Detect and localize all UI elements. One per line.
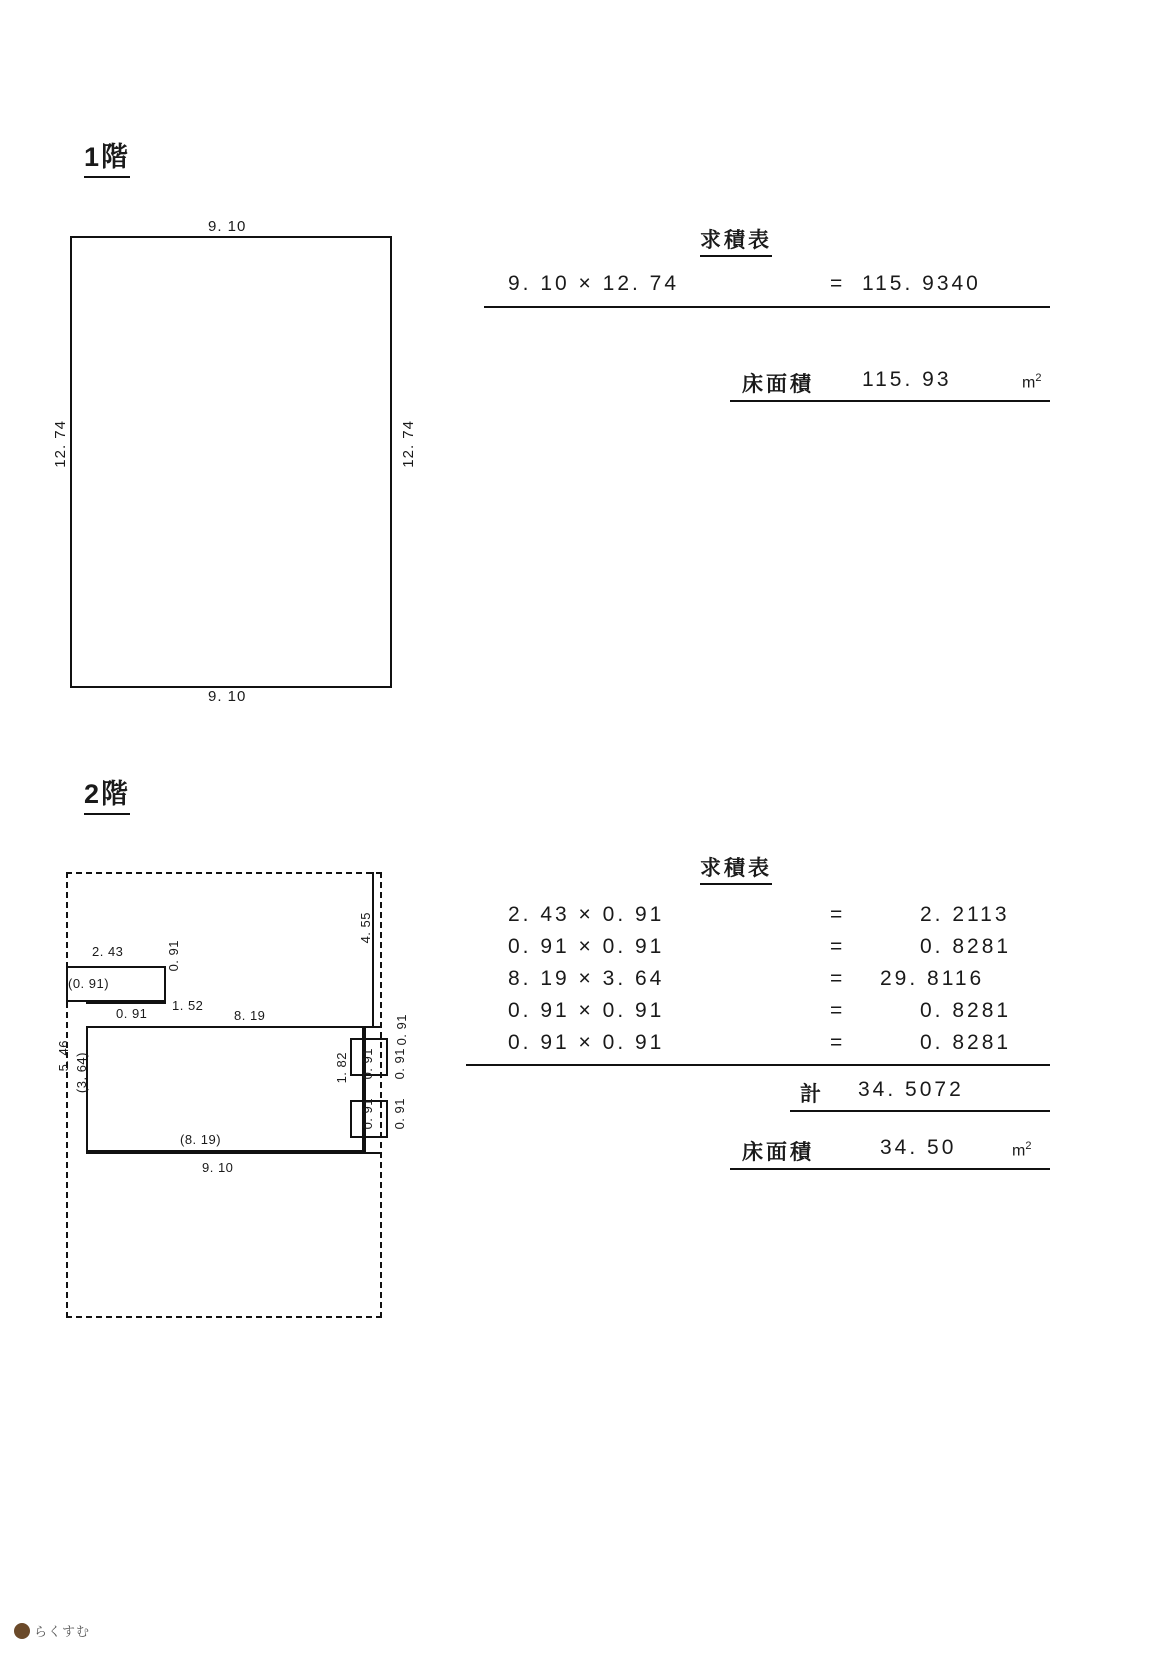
floor-2-label-9-10: 9. 10 xyxy=(202,1160,234,1175)
floor-2-area-unit: $m^2$ xyxy=(1012,1140,1032,1160)
floor-1-calc-eq: = xyxy=(830,272,846,295)
floor-2-label-5-46: 5. 46 xyxy=(56,1040,71,1072)
floor-2-calc-eq-2: = xyxy=(830,935,846,958)
floor-2-label-0-91-c: 0. 91 xyxy=(394,1014,409,1046)
floor-2-calc-expr-1: 2. 43 × 0. 91 xyxy=(508,903,665,926)
floor-2-label-1-82: 1. 82 xyxy=(334,1052,349,1084)
floor-1-title: 1階 xyxy=(84,135,130,178)
floor-1-dim-bottom: 9. 10 xyxy=(208,688,247,705)
logo-text: らくすむ xyxy=(34,1624,91,1639)
floor-1-table-title: 求積表 xyxy=(700,224,772,257)
floor-1-calc-expr: 9. 10 × 12. 74 xyxy=(508,272,680,295)
floor-2-label-0-91-d: 0. 91 xyxy=(360,1048,375,1080)
footer-logo xyxy=(14,1621,90,1640)
floor-1-outline xyxy=(70,236,392,688)
floor-2-calc-value-2: 0. 8281 xyxy=(920,935,1012,958)
floor-2-label-0-91-a: 0. 91 xyxy=(166,940,181,972)
floor-2-calc-value-1: 2. 2113 xyxy=(920,903,1010,926)
floor-1-dim-right: 12. 74 xyxy=(400,420,417,468)
floor-2-label-0-91-g: 0. 91 xyxy=(392,1098,407,1130)
floor-2-calc-eq-5: = xyxy=(830,1031,846,1054)
floor-2-table-title: 求積表 xyxy=(700,852,772,885)
floor-2-right-wing-line xyxy=(372,872,374,1028)
floor-2-label-3-64: (3. 64) xyxy=(74,1052,89,1094)
floor-2-calc-eq-1: = xyxy=(830,903,846,926)
floor-2-label-0-91-f: 0. 91 xyxy=(360,1098,375,1130)
floor-2-calc-expr-4: 0. 91 × 0. 91 xyxy=(508,999,665,1022)
floor-1-calc-value: 115. 9340 xyxy=(862,272,981,295)
floor-2-calc-value-5: 0. 8281 xyxy=(920,1031,1012,1054)
floor-2-main-bottom-line xyxy=(86,1152,382,1154)
floor-2-calc-eq-3: = xyxy=(830,967,846,990)
floor-2-area-value: 34. 50 xyxy=(880,1136,957,1159)
floor-2-calc-expr-3: 8. 19 × 3. 64 xyxy=(508,967,665,990)
floor-1-area-rule xyxy=(730,400,1050,402)
floor-2-calc-eq-4: = xyxy=(830,999,846,1022)
floor-1-area-unit: $m^2$ xyxy=(1022,372,1042,392)
logo-mark-icon xyxy=(14,1623,30,1639)
floor-2-total-rule xyxy=(790,1110,1050,1112)
floor-2-total-label: 計 xyxy=(800,1083,824,1106)
floor-2-table-rule xyxy=(466,1064,1050,1066)
floor-2-calc-expr-2: 0. 91 × 0. 91 xyxy=(508,935,665,958)
floor-1-dim-top: 9. 10 xyxy=(208,218,247,235)
floor-2-area-label: 床面積 xyxy=(742,1141,814,1164)
floor-1-table-rule xyxy=(484,306,1050,308)
floor-1-area-value: 115. 93 xyxy=(862,368,952,391)
floor-2-label-8-19: 8. 19 xyxy=(234,1008,266,1023)
floor-2-label-0-91-paren: (0. 91) xyxy=(68,976,110,991)
floor-2-label-2-43: 2. 43 xyxy=(92,944,124,959)
floor-2-title: 2階 xyxy=(84,772,130,815)
floor-2-label-1-52: 1. 52 xyxy=(172,998,204,1013)
floor-2-label-0-91-e: 0. 91 xyxy=(392,1048,407,1080)
floor-2-corridor-bottom-line xyxy=(86,1026,382,1028)
floor-2-label-8-19-paren: (8. 19) xyxy=(180,1132,222,1147)
floor-2-total-value: 34. 5072 xyxy=(858,1078,964,1101)
floor-2-area-rule xyxy=(730,1168,1050,1170)
floor-2-calc-expr-5: 0. 91 × 0. 91 xyxy=(508,1031,665,1054)
floor-2-calc-value-4: 0. 8281 xyxy=(920,999,1012,1022)
floor-2-label-4-55: 4. 55 xyxy=(358,912,373,944)
floor-2-label-0-91-b: 0. 91 xyxy=(116,1006,148,1021)
floor-2-calc-value-3: 29. 8116 xyxy=(880,967,985,990)
floor-2-left-projection-base xyxy=(86,1002,166,1004)
floor-2-main-room xyxy=(86,1026,364,1152)
floor-1-area-label: 床面積 xyxy=(742,373,814,396)
floor-1-dim-left: 12. 74 xyxy=(52,420,69,468)
